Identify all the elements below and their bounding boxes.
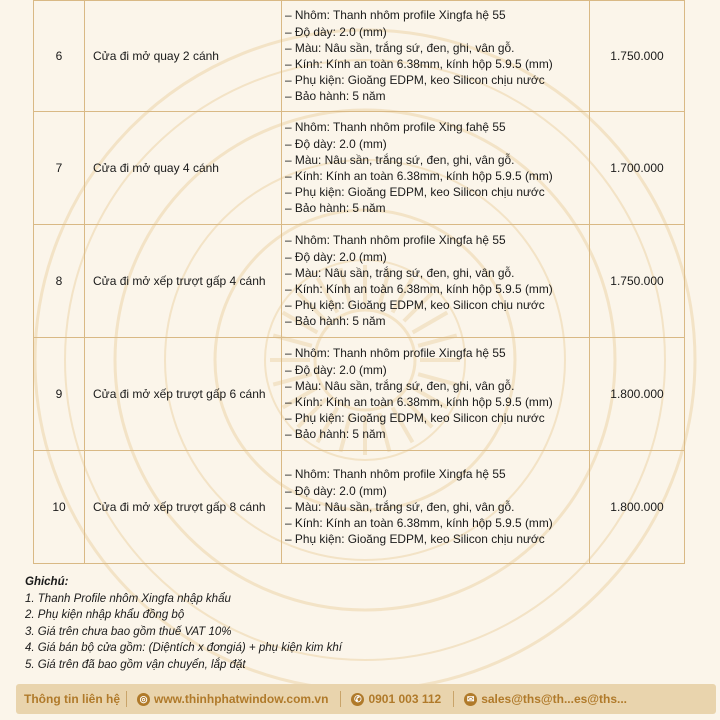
- contact-label: Thông tin liên hệ: [24, 692, 120, 706]
- product-specs: [282, 1, 590, 112]
- item-number: 10: [34, 451, 85, 564]
- spec-line: – Màu: Nâu sần, trắng sứ, đen, ghi, vân gỗ.: [285, 152, 515, 167]
- spec-line: – Bảo hành: 5 năm: [285, 427, 386, 442]
- table-row: [34, 1, 685, 112]
- phone-link[interactable]: [351, 692, 441, 706]
- product-name: Cửa đi mở quay 2 cánh: [85, 1, 282, 112]
- item-number: 9: [34, 338, 85, 451]
- spec-line: – Độ dày: 2.0 (mm): [285, 136, 387, 151]
- product-specs: [282, 225, 590, 338]
- spec-line: – Độ dày: 2.0 (mm): [285, 362, 387, 377]
- item-number: 7: [34, 112, 85, 225]
- spec-line: – Nhôm: Thanh nhôm profile Xingfa hệ 55: [285, 8, 506, 23]
- table-row: [34, 112, 685, 225]
- unit-price: 1.800.000: [590, 338, 685, 451]
- divider: [126, 691, 127, 707]
- spec-line: – Màu: Nâu sần, trắng sứ, đen, ghi, vân gỗ.: [285, 40, 515, 55]
- website-link[interactable]: [137, 692, 328, 706]
- email-link[interactable]: [464, 692, 627, 706]
- product-specs: [282, 338, 590, 451]
- spec-line: – Bảo hành: 5 năm: [285, 89, 386, 104]
- spec-line: – Kính: Kính an toàn 6.38mm, kính hộp 5.9.5 (mm): [285, 282, 553, 296]
- email-text: sales@ths@th...es@ths...: [481, 692, 627, 706]
- spec-line: – Độ dày: 2.0 (mm): [285, 483, 387, 498]
- spec-line: – Bảo hành: 5 năm: [285, 314, 386, 329]
- spec-line: – Phụ kiện: Gioăng EDPM, keo Silicon chịu nước: [285, 298, 545, 313]
- price-table: [33, 0, 685, 564]
- spec-line: – Phụ kiện: Gioăng EDPM, keo Silicon chịu nước: [285, 73, 545, 88]
- spec-line: – Kính: Kính an toàn 6.38mm, kính hộp 5.9.5 (mm): [285, 516, 553, 531]
- spec-line: – Màu: Nâu sần, trắng sứ, đen, ghi, vân gỗ.: [285, 499, 515, 514]
- note-item: 1. Thanh Profile nhôm Xingfa nhập khẩu: [25, 592, 231, 605]
- note-item: 3. Giá trên chưa bao gồm thuế VAT 10%: [25, 625, 232, 638]
- divider: [453, 691, 454, 707]
- phone-icon: ✆: [351, 693, 364, 706]
- spec-line: – Nhôm: Thanh nhôm profile Xingfa hệ 55: [285, 233, 506, 248]
- table-row: [34, 451, 685, 564]
- spec-line: – Phụ kiện: Gioăng EDPM, keo Silicon chịu nước: [285, 411, 545, 426]
- spec-line: – Kính: Kính an toàn 6.38mm, kính hộp 5.9.5 (mm): [285, 395, 553, 409]
- spec-line: – Phụ kiện: Gioăng EDPM, keo Silicon chịu nước: [285, 185, 545, 200]
- product-name: Cửa đi mở quay 4 cánh: [85, 112, 282, 225]
- spec-line: – Kính: Kính an toàn 6.38mm, kính hộp 5.9.5 (mm): [285, 57, 553, 71]
- product-specs: [282, 451, 590, 564]
- item-number: 8: [34, 225, 85, 338]
- spec-line: – Nhôm: Thanh nhôm profile Xing fahệ 55: [285, 120, 506, 135]
- product-specs: [282, 112, 590, 225]
- spec-line: – Màu: Nâu sần, trắng sứ, đen, ghi, vân gỗ.: [285, 265, 515, 280]
- unit-price: 1.800.000: [590, 451, 685, 564]
- divider: [340, 691, 341, 707]
- product-name: Cửa đi mở xếp trượt gấp 4 cánh: [85, 225, 282, 338]
- spec-line: – Phụ kiện: Gioăng EDPM, keo Silicon chịu nước: [285, 532, 545, 547]
- notes-heading: Ghichú:: [25, 576, 69, 588]
- note-item: 5. Giá trên đã bao gồm vận chuyển, lắp đặt: [25, 658, 246, 671]
- spec-line: – Bảo hành: 5 năm: [285, 201, 386, 216]
- phone-text: 0901 003 112: [368, 692, 442, 706]
- item-number: 6: [34, 1, 85, 112]
- table-row: [34, 225, 685, 338]
- website-text: www.thinhphatwindow.com.vn: [154, 692, 329, 706]
- product-name: Cửa đi mở xếp trượt gấp 8 cánh: [85, 451, 282, 564]
- unit-price: 1.700.000: [590, 112, 685, 225]
- spec-line: – Màu: Nâu sần, trắng sứ, đen, ghi, vân gỗ.: [285, 378, 515, 393]
- table-row: [34, 338, 685, 451]
- spec-line: – Nhôm: Thanh nhôm profile Xingfa hệ 55: [285, 467, 506, 482]
- spec-line: – Nhôm: Thanh nhôm profile Xingfa hệ 55: [285, 346, 506, 361]
- mail-icon: ✉: [464, 693, 477, 706]
- note-item: 4. Giá bán bộ cửa gồm: (Diệntích x đơngiá) + phụ kiện kim khí: [25, 642, 342, 655]
- globe-icon: ◎: [137, 693, 150, 706]
- spec-line: – Kính: Kính an toàn 6.38mm, kính hộp 5.9.5 (mm): [285, 169, 553, 183]
- unit-price: 1.750.000: [590, 225, 685, 338]
- product-name: Cửa đi mở xếp trượt gấp 6 cánh: [85, 338, 282, 451]
- contact-footer: [16, 684, 716, 714]
- unit-price: 1.750.000: [590, 1, 685, 112]
- spec-line: – Độ dày: 2.0 (mm): [285, 24, 387, 39]
- note-item: 2. Phụ kiện nhập khẩu đồng bộ: [25, 609, 185, 622]
- spec-line: – Độ dày: 2.0 (mm): [285, 249, 387, 264]
- notes-section: [25, 574, 342, 674]
